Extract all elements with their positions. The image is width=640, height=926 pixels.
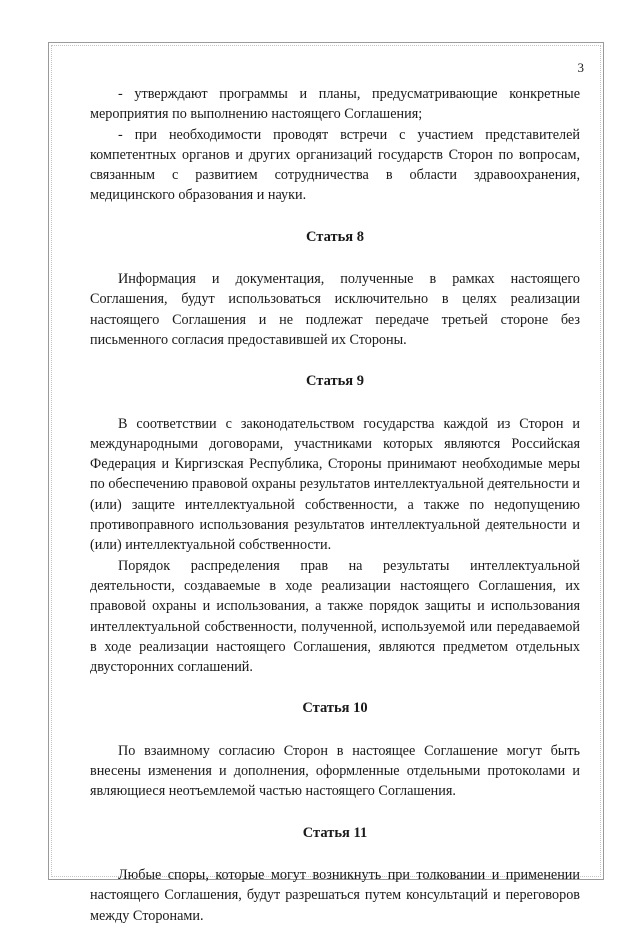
article-title: Статья 10 [302,700,368,717]
article-paragraph: Порядок распределения прав на результаты интеллектуальной деятельности, создаваемые в ходе реализации настоящего Соглашения, их правовой охраны и использования, а также порядок защиты и использования интеллектуальной собственности, полученной, используемой или передаваемой в ходе реализации настоящего Соглашения, являются предметом отдельных двусторонних соглашений. [90,557,580,676]
article-title: Статья 11 [302,824,368,841]
page-number: 3 [577,60,584,75]
document-body [90,84,580,926]
article-paragraph: Информация и документация, полученные в рамках настоящего Соглашения, будут использоваться исключительно в целях реализации настоящего Соглашения и не подлежат передаче третьей стороне без письменного согласия предоставившей их Стороны. [90,271,580,348]
article-title: Статья 8 [306,228,364,245]
list-item: - при необходимости проводят встречи с участием представителей компетентных органов и других организаций государств Сторон по вопросам, связанным с развитием сотрудничества в области здравоохранения, медицинского образования и науки. [90,126,580,204]
article-paragraph: В соответствии с законодательством государства каждой из Сторон и международными договорами, участниками которых являются Российская Федерация и Киргизская Республика, Стороны принимают необходимые меры по обеспечению правовой охраны результатов интеллектуальной деятельности и (или) защите интеллектуальной собственности, а также по недопущению противоправного использования результатов интеллектуальной деятельности и (или) интеллектуальной собственности. [90,415,580,554]
article-paragraph: Любые споры, которые могут возникнуть при толковании и применении настоящего Соглашения, будут разрешаться путем консультаций и переговоров между Сторонами. [90,866,580,924]
article-title: Статья 9 [306,373,364,390]
article-paragraph: По взаимному согласию Сторон в настоящее Соглашение могут быть внесены изменения и дополнения, оформленные отдельными протоколами и являющиеся неотъемлемой частью настоящего Соглашения. [90,742,580,800]
list-item: - утверждают программы и планы, предусматривающие конкретные мероприятия по выполнению настоящего Соглашения; [90,86,580,123]
